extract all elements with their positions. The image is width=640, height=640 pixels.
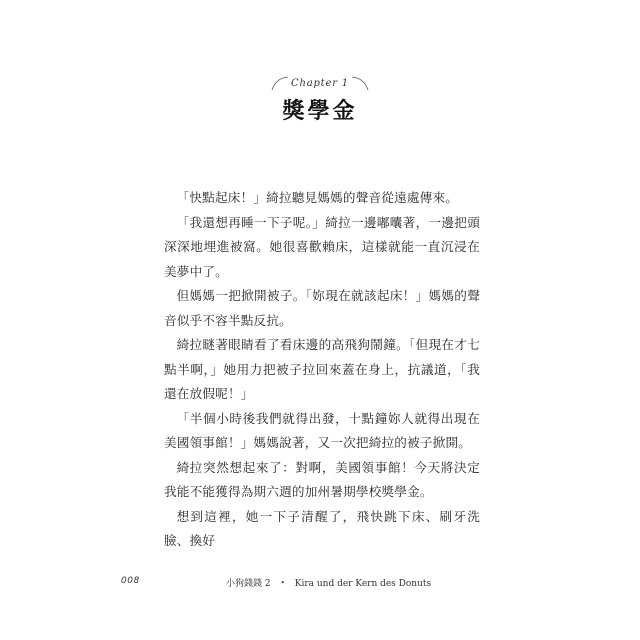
page-footer <box>0 574 640 590</box>
paragraph: 但媽媽一把掀開被子。「妳現在就該起床！」媽媽的聲音似乎不容半點反抗。 <box>164 288 480 328</box>
separator-dot: • <box>280 579 285 587</box>
paragraph: 「半個小時後我們就得出發，十點鐘妳人就得出現在美國領事館！」媽媽說著，又一次把綺拉的被子掀開。 <box>164 410 480 450</box>
paragraph: 綺拉瞇著眼睛看了看床邊的高飛狗鬧鐘。「但現在才七點半啊，」她用力把被子拉回來蓋在身上，抗議道，「我還在放假呢！」 <box>164 337 480 401</box>
paragraph: 「快點起床！」綺拉聽見媽媽的聲音從遠處傳來。 <box>176 190 459 205</box>
paragraph: 「我還想再睡一下子呢。」綺拉一邊嘟囔著，一邊把頭深深地埋進被窩。她很喜歡賴床，這樣就能一直沉浸在美夢中了。 <box>164 214 480 279</box>
chapter-label-text: Chapter 1 <box>291 78 349 89</box>
chapter-label-arc <box>260 72 380 94</box>
paragraph: 綺拉突然想起來了：對啊，美國領事館！今天將決定我能不能獲得為期六週的加州暑期學校獎學金。 <box>164 459 480 499</box>
book-subtitle: Kira und der Kern des Donuts <box>294 579 432 589</box>
chapter-label <box>0 72 640 94</box>
chapter-body <box>164 186 480 554</box>
chapter-title: 獎學金 <box>282 99 358 124</box>
left-arc-ornament <box>272 77 288 90</box>
paragraph: 想到這裡，她一下子清醒了，飛快跳下床、刷牙洗臉、換好 <box>164 508 480 548</box>
page-number: 008 <box>121 576 140 586</box>
right-arc-ornament <box>352 77 368 90</box>
book-title: 小狗錢錢 2 <box>226 579 271 589</box>
running-head <box>226 576 431 589</box>
